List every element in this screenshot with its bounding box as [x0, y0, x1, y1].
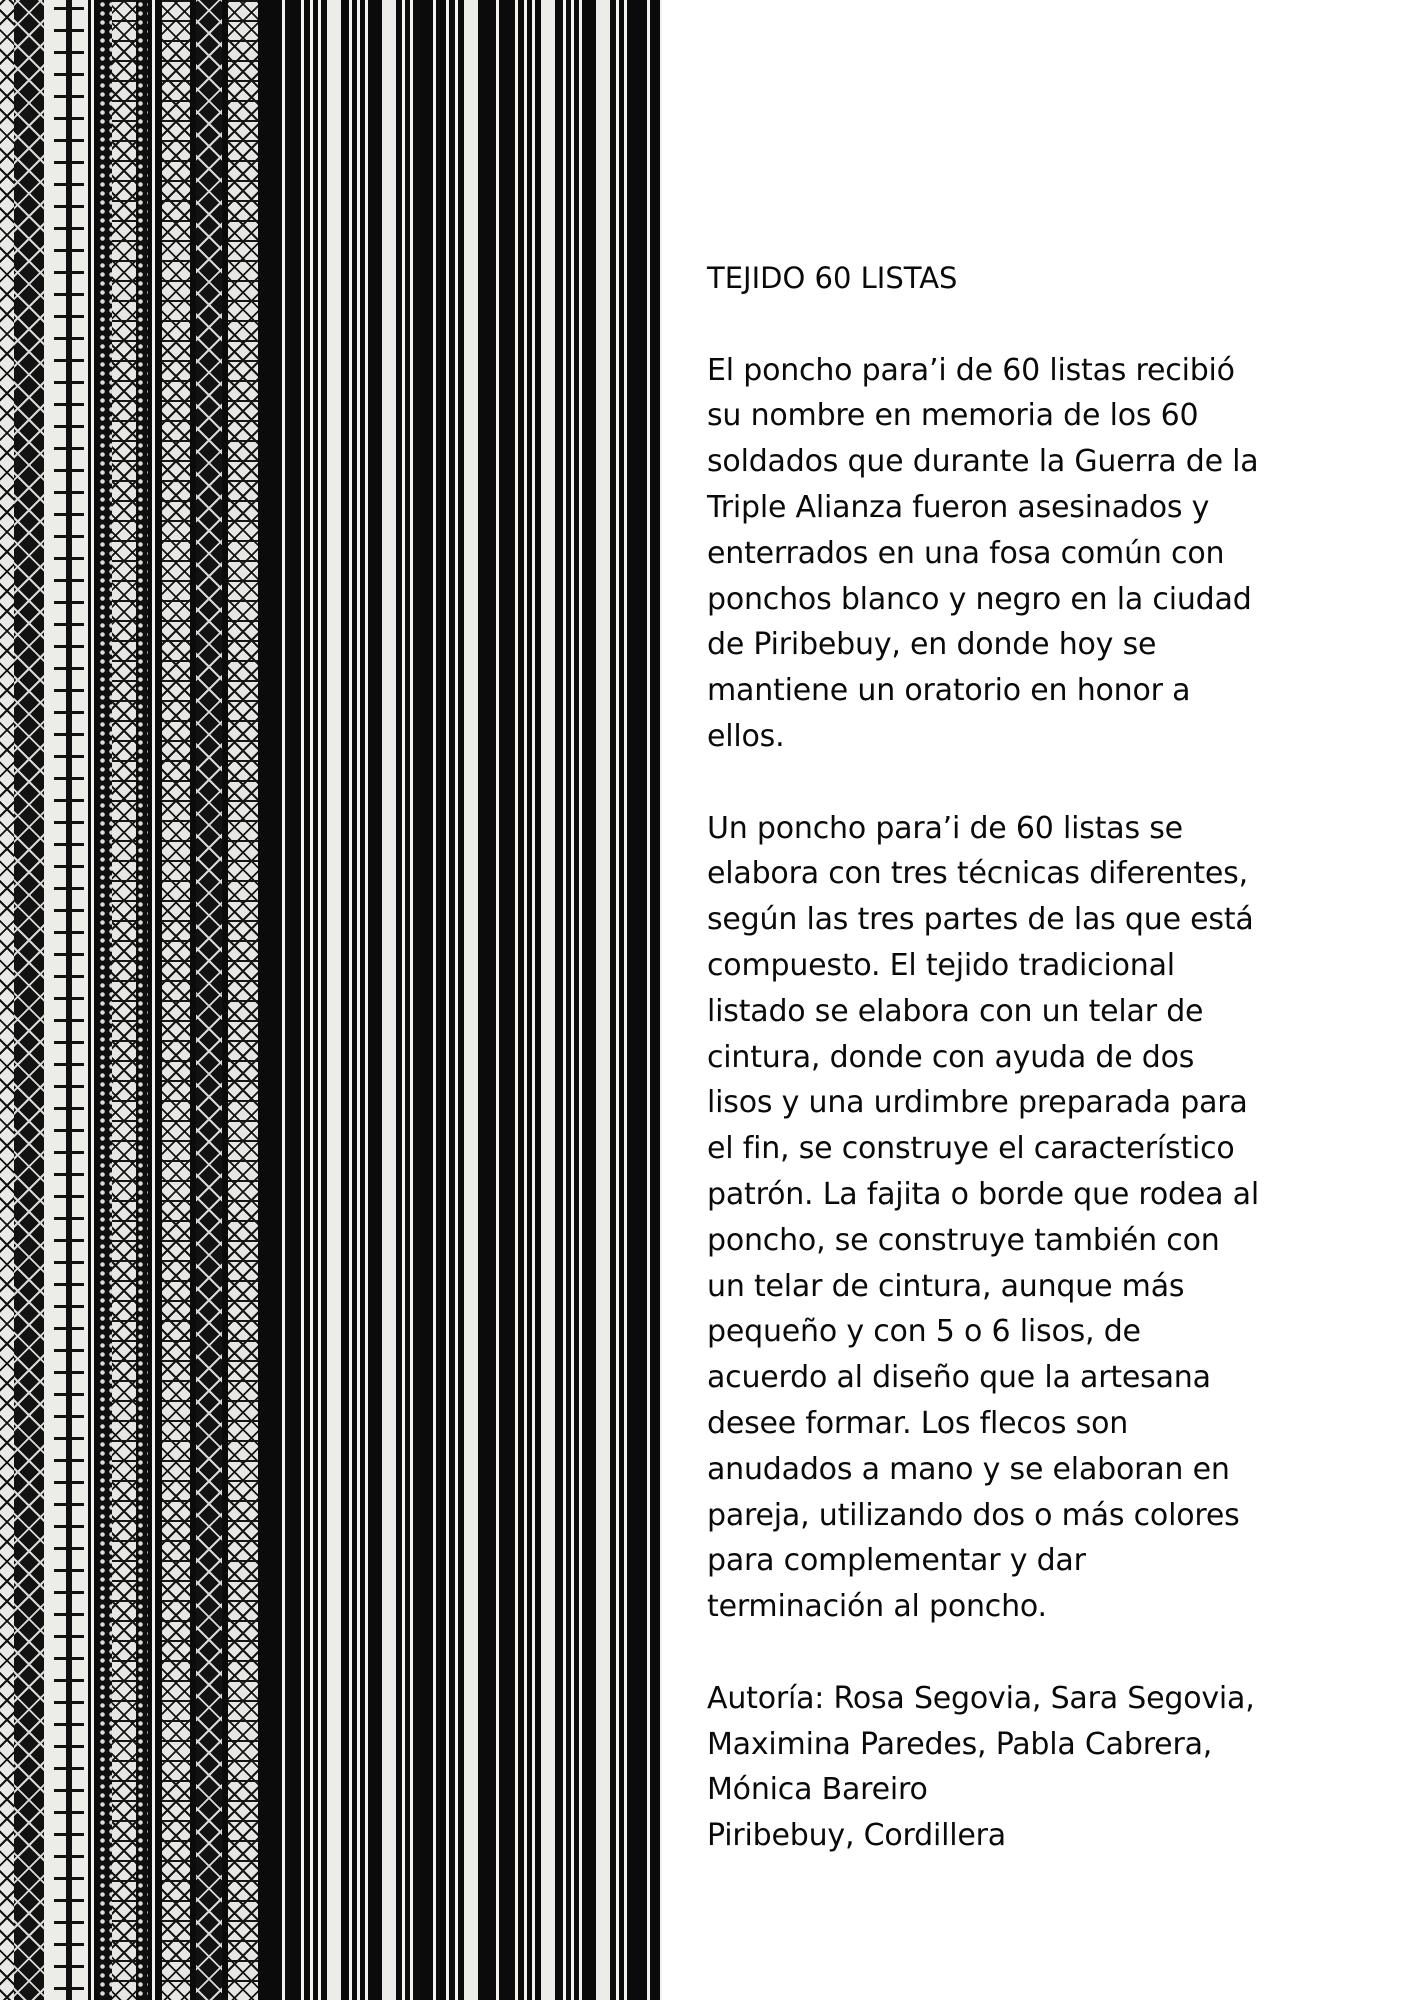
textile-stripe [0, 0, 14, 2000]
textile-stripe [136, 0, 148, 2000]
textile-stripe [341, 0, 349, 2000]
textile-stripe [44, 0, 54, 2000]
authorship-credit: Autoría: Rosa Segovia, Sara Segovia, Maximina Paredes, Pabla Cabrera, Mónica Bareiro [707, 1680, 1255, 1808]
textile-stripe [196, 0, 222, 2000]
textile-stripe [54, 0, 84, 2000]
paragraph-techniques: Un poncho para’i de 60 listas se elabora con tres técnicas diferentes, según las tres partes de las que está compuesto. El tejido tradicional listado se elabora con un telar de cintura, donde con ayuda de dos lisos y una urdimbre preparada para el fin, se construye el característico patrón. La fajita o borde que rodea al poncho, se construye también con un telar de cintura, aunque más pequeño y con 5 o 6 lisos, de acuerdo al diseño que la artesana desee formar. Los flecos son anudados a mano y se elaboran en pareja, utilizando dos o más colores para complementar y dar terminación al poncho. [707, 810, 1259, 1625]
textile-stripe [264, 0, 282, 2000]
textile-stripe [285, 0, 301, 2000]
textile-stripe [228, 0, 258, 2000]
textile-stripe [382, 0, 396, 2000]
textile-stripe [555, 0, 563, 2000]
textile-stripe [98, 0, 112, 2000]
text-column [707, 256, 1347, 1859]
location-line: Piribebuy, Cordillera [707, 1818, 1006, 1854]
textile-stripe [499, 0, 515, 2000]
textile-stripe [650, 0, 660, 2000]
textile-stripe [413, 0, 433, 2000]
textile-stripe [436, 0, 446, 2000]
poncho-textile-photo [0, 0, 662, 2000]
paragraph-gap [707, 1630, 1347, 1676]
textile-stripe [596, 0, 610, 2000]
textile-stripe [327, 0, 341, 2000]
textile-stripe [112, 0, 136, 2000]
textile-stripe [368, 0, 382, 2000]
textile-stripe [155, 0, 162, 2000]
textile-stripe [478, 0, 496, 2000]
textile-stripe [162, 0, 190, 2000]
textile-stripe [541, 0, 555, 2000]
textile-stripe [582, 0, 596, 2000]
paragraph-history: El poncho para’i de 60 listas recibió su nombre en memoria de los 60 soldados que durante la Guerra de la Triple Alianza fueron asesinados y enterrados en una fosa común con ponchos blanco y negro en la ciudad de Piribebuy, en donde hoy se mantiene un oratorio en honor a ellos. [707, 352, 1259, 754]
document-title: TEJIDO 60 LISTAS [707, 261, 958, 295]
textile-stripe [14, 0, 44, 2000]
textile-stripe [627, 0, 647, 2000]
paragraph-gap [707, 760, 1347, 806]
textile-stripe [464, 0, 478, 2000]
textile-stripe [660, 0, 662, 2000]
